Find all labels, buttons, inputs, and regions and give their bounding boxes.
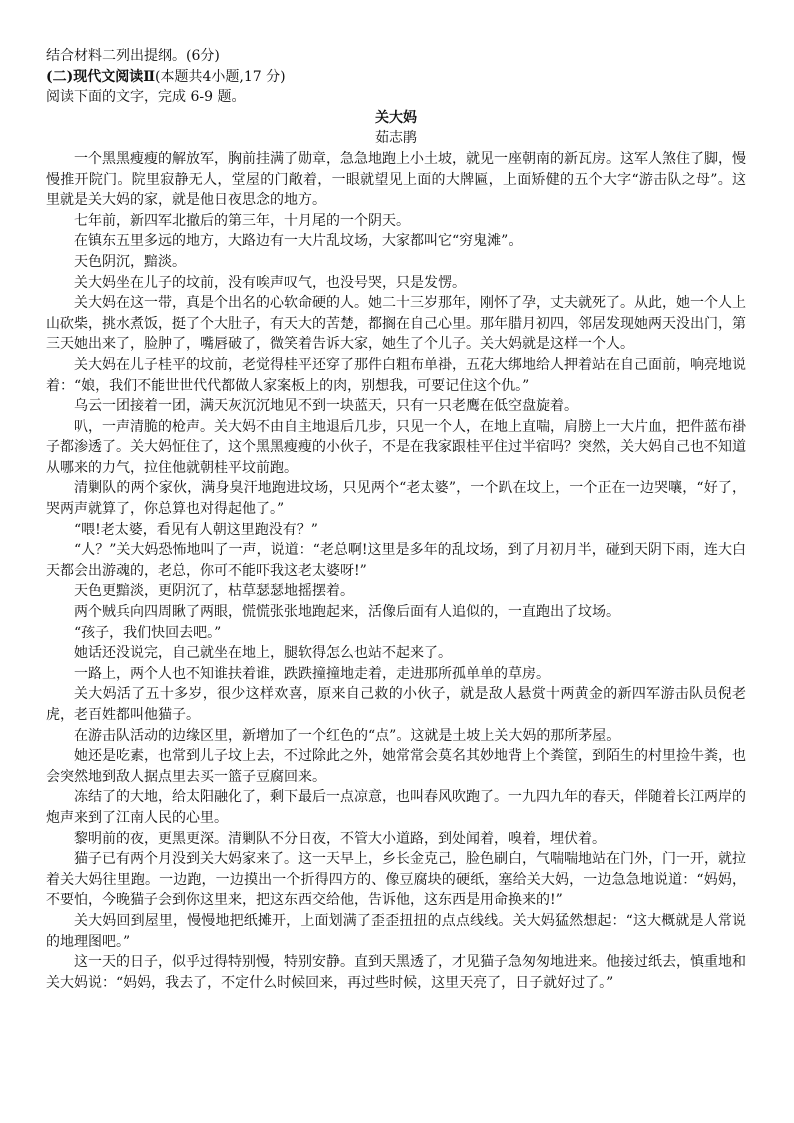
section-note: (本题共4小题,17 分) bbox=[155, 68, 286, 85]
article-paragraph: 在游击队活动的边缘区里，新增加了一个红色的“点”。这就是土坡上关大妈的那所茅屋。 bbox=[74, 727, 621, 744]
article-paragraph: 关大妈坐在儿子的坟前，没有唉声叹气，也没号哭，只是发愣。 bbox=[74, 274, 466, 291]
article-paragraph: 这一天的日子，似乎过得特别慢，特别安静。直到天黑透了，才见猫子急匆匆地进来。他接过纸去，慎重地和关大妈说：“妈妈，我去了，不定什么时候回来，再过些时候，这里天亮了，日子就好过了。” bbox=[46, 954, 746, 991]
article-paragraph: “孩子，我们快回去吧。” bbox=[74, 624, 222, 641]
article-paragraph: 天色阴沉，黯淡。 bbox=[74, 253, 186, 270]
article-body bbox=[46, 149, 746, 993]
article-paragraph: 一个黑黑瘦瘦的解放军，胸前挂满了勋章，急急地跑上小土坡，就见一座朝南的新瓦房。这军人煞住了脚，慢慢推开院门。院里寂静无人，堂屋的门敞着，一眼就望见上面的大牌匾，上面矫健的五个大字“游击队之母”。这里就是关大妈的家，就是他日夜思念的地方。 bbox=[46, 150, 746, 209]
article-paragraph: 黎明前的夜，更黑更深。清剿队不分日夜，不管大小道路，到处闻着，嗅着，埋伏着。 bbox=[74, 830, 606, 847]
reading-instruction: 阅读下面的文字，完成 6-9 题。 bbox=[46, 89, 246, 106]
article-paragraph: 关大妈回到屋里，慢慢地把纸摊开，上面划满了歪歪扭扭的点点线线。关大妈猛然想起：“这大概就是人常说的地理图吧。” bbox=[46, 912, 746, 950]
article-paragraph: 她话还没说完，自己就坐在地上，腿软得怎么也站不起来了。 bbox=[74, 645, 452, 662]
article-paragraph: 她还是吃素，也常到儿子坟上去，不过除此之外，她常常会莫名其妙地背上个粪筐，到陌生的村里捡牛粪，也会突然地到敌人据点里去买一篮子豆腐回来。 bbox=[46, 748, 746, 785]
article-paragraph: 关大妈在儿子桂平的坟前，老觉得桂平还穿了那件白粗布单褂，五花大绑地给人押着站在自己面前，响亮地说着：“娘，我们不能世世代代都做人家案板上的肉，别想我，可要记住这个仇。” bbox=[46, 356, 746, 394]
article-paragraph: 冻结了的大地，给太阳融化了，剩下最后一点凉意，也叫春风吹跑了。一九四九年的春天，伴随着长江两岸的炮声来到了江南人民的心里。 bbox=[46, 789, 746, 826]
page-content bbox=[46, 46, 746, 993]
article-paragraph: 一路上，两个人也不知谁扶着谁，跌跌撞撞地走着，走进那所孤单单的草房。 bbox=[74, 665, 550, 682]
previous-question-tail: 结合材料二列出提纲。(6分) bbox=[46, 48, 220, 64]
article-paragraph: 关大妈活了五十多岁，很少这样欢喜，原来自己救的小伙子，就是敌人悬赏十两黄金的新四军游击队员倪老虎，老百姓都叫他猫子。 bbox=[46, 686, 746, 723]
section-heading bbox=[46, 67, 746, 88]
article-paragraph: 在镇东五里多远的地方，大路边有一大片乱坟场，大家都叫它“穷鬼滩”。 bbox=[74, 233, 523, 250]
article-paragraph: 天色更黯淡，更阴沉了，枯草瑟瑟地摇摆着。 bbox=[74, 583, 354, 600]
article-paragraph: “人？”关大妈恐怖地叫了一声，说道：“老总啊!这里是多年的乱坟场，到了月初月半，碰到天阴下雨，连大白天都会出游魂的，老总，你可不能吓我这老太婆呀!” bbox=[46, 542, 746, 579]
article-paragraph: 清剿队的两个家伙，满身臭汗地跑进坟场，只见两个“老太婆”，一个趴在坟上，一个正在一边哭嚷，“好了，哭两声就算了，你总算也对得起他了。” bbox=[46, 480, 746, 518]
section-label: (二)现代文阅读Ⅱ bbox=[46, 68, 156, 85]
article-paragraph: 关大妈在这一带，真是个出名的心软命硬的人。她二十三岁那年，刚怀了孕，丈夫就死了。从此，她一个人上山砍柴，挑水煮饭，挺了个大肚子，有天大的苦楚，都搁在自己心里。那年腊月初四，邻居发现她两天没出门，第三天她出来了，脸肿了，嘴唇破了，微笑着告诉大家，她生了个儿子。关大妈就是这样一个人。 bbox=[46, 295, 746, 353]
article-paragraph: “喂!老太婆，看见有人朝这里跑没有？” bbox=[74, 521, 318, 538]
article-paragraph: 叭，一声清脆的枪声。关大妈不由自主地退后几步，只见一个人，在地上直喘，肩膀上一大片血，把件蓝布褂子都渗透了。关大妈怔住了，这个黑黑瘦瘦的小伙子，不是在我家跟桂平住过半宿吗？突然，关大妈自己也不知道从哪来的力气，拉住他就朝桂平坟前跑。 bbox=[46, 418, 746, 476]
article-title: 关大妈 bbox=[375, 109, 417, 126]
article-author: 茹志鹃 bbox=[375, 130, 417, 147]
article-paragraph: 七年前，新四军北撤后的第三年，十月尾的一个阴天。 bbox=[74, 212, 410, 229]
article-paragraph: 乌云一团接着一团，满天灰沉沉地见不到一块蓝天，只有一只老鹰在低空盘旋着。 bbox=[74, 398, 578, 415]
article-paragraph: 两个贼兵向四周瞅了两眼，慌慌张张地跑起来，活像后面有人追似的，一直跑出了坟场。 bbox=[74, 604, 620, 621]
article-paragraph: 猫子已有两个月没到关大妈家来了。这一天早上，乡长金克己，脸色刷白，气喘喘地站在门外，门一开，就拉着关大妈往里跑。一边跑，一边摸出一个折得四方的、像豆腐块的硬纸，塞给关大妈，一边急急地说道：“妈妈，不要怕，今晚猫子会到你这里来，把这东西交给他，告诉他，这东西是用命换来的!” bbox=[46, 851, 746, 909]
